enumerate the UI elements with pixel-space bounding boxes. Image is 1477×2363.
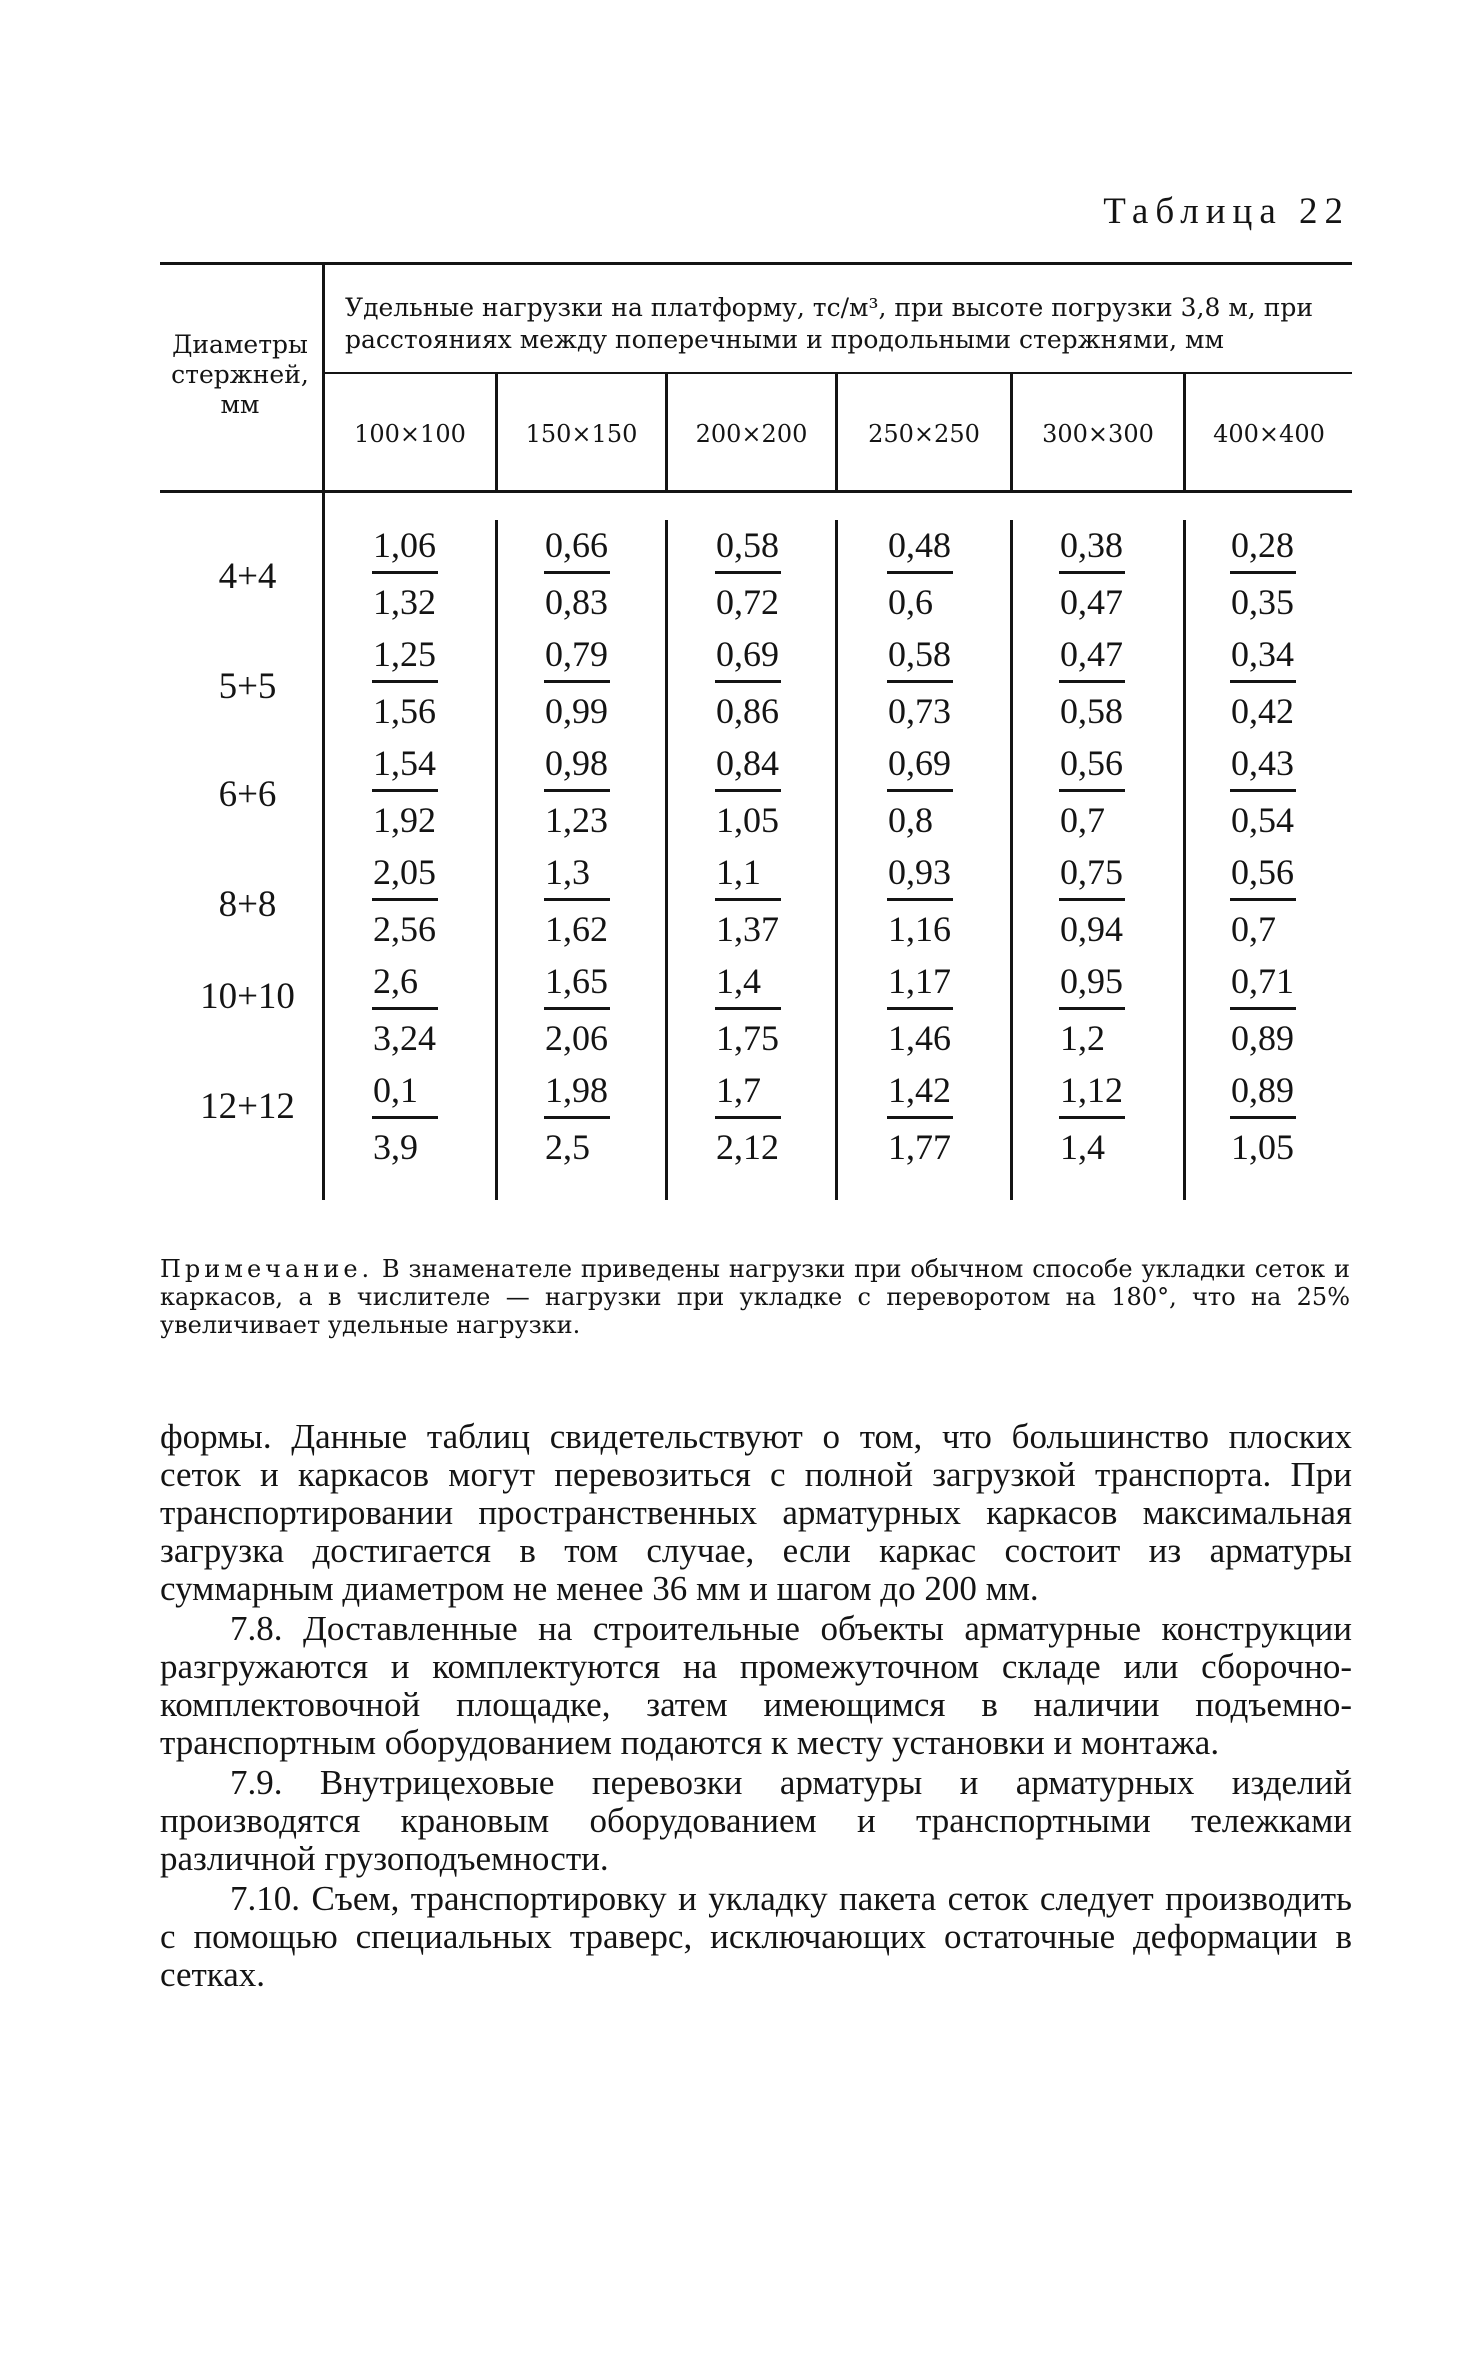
value-cell: [885, 961, 995, 1058]
column-header: 200×200: [695, 420, 808, 448]
numerator: 0,84: [716, 743, 779, 783]
denominator: 0,42: [1231, 691, 1294, 731]
fraction-bar: [544, 898, 610, 901]
diameter-cell: 10+10: [200, 976, 295, 1017]
value-cell: [542, 743, 652, 840]
value-cell: [370, 852, 480, 949]
value-cell: [885, 852, 995, 949]
numerator: 0,47: [1060, 634, 1123, 674]
fraction-bar: [372, 1007, 438, 1010]
header-span-rule: [325, 372, 1352, 374]
diameter-cell: 6+6: [218, 774, 277, 815]
fraction-bar: [1230, 1116, 1296, 1119]
numerator: 0,56: [1060, 743, 1123, 783]
value-cell: [713, 743, 823, 840]
denominator: 1,46: [888, 1018, 951, 1058]
numerator: 0,69: [716, 634, 779, 674]
numerator: 0,34: [1231, 634, 1294, 674]
denominator: 1,2: [1060, 1018, 1105, 1058]
numerator: 1,65: [545, 961, 608, 1001]
numerator: 2,6: [373, 961, 418, 1001]
column-rule: [1183, 520, 1186, 1200]
fraction-bar: [1230, 680, 1296, 683]
numerator: 0,58: [716, 525, 779, 565]
body-text: [160, 1418, 1352, 1996]
numerator: 1,25: [373, 634, 436, 674]
fraction-bar: [1230, 571, 1296, 574]
fraction-bar: [544, 571, 610, 574]
value-cell: [1057, 852, 1167, 949]
fraction-bar: [887, 1116, 953, 1119]
denominator: 1,23: [545, 800, 608, 840]
fraction-bar: [372, 1116, 438, 1119]
fraction-bar: [1230, 898, 1296, 901]
denominator: 0,89: [1231, 1018, 1294, 1058]
numerator: 1,42: [888, 1070, 951, 1110]
denominator: 1,62: [545, 909, 608, 949]
denominator: 1,32: [373, 582, 436, 622]
denominator: 1,16: [888, 909, 951, 949]
numerator: 0,1: [373, 1070, 418, 1110]
fraction-bar: [1059, 680, 1125, 683]
value-cell: [370, 634, 480, 731]
fraction-bar: [1059, 1116, 1125, 1119]
diameter-cell: 4+4: [218, 556, 277, 597]
column-rule: [1010, 520, 1013, 1200]
fraction-bar: [715, 789, 781, 792]
value-cell: [370, 961, 480, 1058]
fraction-bar: [1059, 789, 1125, 792]
fraction-bar: [372, 571, 438, 574]
denominator: 1,37: [716, 909, 779, 949]
diameter-cell: 5+5: [218, 666, 277, 707]
value-cell: [542, 961, 652, 1058]
fraction-bar: [544, 1007, 610, 1010]
fraction-bar: [715, 1116, 781, 1119]
denominator: 0,58: [1060, 691, 1123, 731]
denominator: 1,56: [373, 691, 436, 731]
numerator: 1,06: [373, 525, 436, 565]
numerator: 0,98: [545, 743, 608, 783]
fraction-bar: [1059, 898, 1125, 901]
value-cell: [713, 852, 823, 949]
value-cell: [542, 852, 652, 949]
numerator: 1,17: [888, 961, 951, 1001]
numerator: 0,75: [1060, 852, 1123, 892]
column-header: 250×250: [868, 420, 980, 448]
numerator: 2,05: [373, 852, 436, 892]
numerator: 0,95: [1060, 961, 1123, 1001]
denominator: 0,86: [716, 691, 779, 731]
denominator: 0,73: [888, 691, 951, 731]
fraction-bar: [715, 898, 781, 901]
numerator: 0,38: [1060, 525, 1123, 565]
value-cell: [713, 525, 823, 622]
fraction-bar: [1230, 789, 1296, 792]
column-header: 300×300: [1042, 420, 1154, 448]
denominator: 0,54: [1231, 800, 1294, 840]
value-cell: [370, 743, 480, 840]
numerator: 0,58: [888, 634, 951, 674]
denominator: 0,7: [1231, 909, 1276, 949]
value-cell: [1228, 634, 1338, 731]
denominator: 0,99: [545, 691, 608, 731]
value-cell: [1228, 961, 1338, 1058]
denominator: 0,35: [1231, 582, 1294, 622]
denominator: 1,05: [716, 800, 779, 840]
denominator: 1,75: [716, 1018, 779, 1058]
fraction-bar: [544, 789, 610, 792]
numerator: 0,93: [888, 852, 951, 892]
value-cell: [1228, 852, 1338, 949]
denominator: 0,7: [1060, 800, 1105, 840]
span-header: Удельные нагрузки на платформу, тс/м³, при высоте погрузки 3,8 м, при расстояниях между поперечными и продольными стержнями, мм: [345, 293, 1314, 354]
diameter-cell: 8+8: [218, 884, 277, 925]
denominator: 0,6: [888, 582, 933, 622]
column-rule: [665, 520, 668, 1200]
paragraph: формы. Данные таблиц свидетельствуют о том, что большинство плоских сеток и каркасов могут перевозиться с полной загрузкой транспорта. При транспортировании пространственных арматурных каркасов максимальная загрузка достигается в том случае, если каркас состоит из арматуры суммарным диаметром не менее 36 мм и шагом до 200 мм.: [160, 1417, 1352, 1608]
stub-header: Диаметры стержней, мм: [171, 330, 309, 419]
numerator: 0,48: [888, 525, 951, 565]
value-cell: [1057, 634, 1167, 731]
value-cell: [885, 634, 995, 731]
value-cell: [713, 961, 823, 1058]
numerator: 0,66: [545, 525, 608, 565]
numerator: 1,12: [1060, 1070, 1123, 1110]
numerator: 1,98: [545, 1070, 608, 1110]
denominator: 1,77: [888, 1127, 951, 1167]
paragraph: 7.9. Внутрицеховые перевозки арматуры и арматурных изделий производятся крановым оборудованием и транспортными тележками различной грузоподъемности.: [160, 1763, 1352, 1878]
fraction-bar: [1059, 1007, 1125, 1010]
fraction-bar: [372, 898, 438, 901]
value-cell: [542, 525, 652, 622]
value-cell: [1228, 525, 1338, 622]
numerator: 0,56: [1231, 852, 1294, 892]
paragraph: 7.10. Съем, транспортировку и укладку пакета сеток следует производить с помощью специальных траверс, исключающих остаточные деформации в сетках.: [160, 1879, 1352, 1994]
fraction-bar: [715, 571, 781, 574]
fraction-bar: [372, 789, 438, 792]
numerator: 0,89: [1231, 1070, 1294, 1110]
numerator: 1,7: [716, 1070, 761, 1110]
denominator: 2,12: [716, 1127, 779, 1167]
fraction-bar: [887, 898, 953, 901]
numerator: 1,54: [373, 743, 436, 783]
value-cell: [1057, 525, 1167, 622]
value-cell: [370, 525, 480, 622]
value-cell: [1228, 1070, 1338, 1167]
denominator: 2,56: [373, 909, 436, 949]
fraction-bar: [544, 1116, 610, 1119]
numerator: 1,1: [716, 852, 761, 892]
fraction-bar: [715, 680, 781, 683]
denominator: 1,05: [1231, 1127, 1294, 1167]
fraction-bar: [372, 680, 438, 683]
fraction-bar: [887, 571, 953, 574]
column-header: 150×150: [525, 420, 638, 448]
header-bottom-rule: [160, 490, 1352, 493]
numerator: 0,43: [1231, 743, 1294, 783]
value-cell: [713, 1070, 823, 1167]
value-cell: [542, 1070, 652, 1167]
denominator: 0,72: [716, 582, 779, 622]
note-text: В знаменателе приведены нагрузки при обычном способе укладки сеток и каркасов, а в числителе — нагрузки при укладке с переворотом на 180°, что на 25% увеличивает удельные нагрузки.: [160, 1255, 1350, 1339]
fraction-bar: [887, 1007, 953, 1010]
table-top-rule: [160, 262, 1352, 265]
numerator: 0,28: [1231, 525, 1294, 565]
fraction-bar: [715, 1007, 781, 1010]
column-header: 400×400: [1213, 420, 1325, 448]
value-cell: [885, 1070, 995, 1167]
numerator: 0,71: [1231, 961, 1294, 1001]
denominator: 0,8: [888, 800, 933, 840]
value-cell: [1228, 743, 1338, 840]
fraction-bar: [887, 680, 953, 683]
denominator: 3,24: [373, 1018, 436, 1058]
note-label: Примечание.: [160, 1255, 374, 1283]
numerator: 0,69: [888, 743, 951, 783]
column-rule: [495, 520, 498, 1200]
value-cell: [1057, 743, 1167, 840]
diameter-cell: 12+12: [200, 1086, 295, 1127]
denominator: 0,94: [1060, 909, 1123, 949]
paragraph: 7.8. Доставленные на строительные объекты арматурные конструкции разгружаются и комплектуются на промежуточном складе или сборочно-комплектовочной площадке, затем имеющимся в наличии подъемно-транспортным оборудованием подаются к месту установки и монтажа.: [160, 1609, 1352, 1762]
table-caption: Таблица 22: [1103, 191, 1350, 232]
value-cell: [542, 634, 652, 731]
numerator: 1,4: [716, 961, 761, 1001]
fraction-bar: [887, 789, 953, 792]
denominator: 3,9: [373, 1127, 418, 1167]
value-cell: [1057, 1070, 1167, 1167]
value-cell: [713, 634, 823, 731]
numerator: 0,79: [545, 634, 608, 674]
value-cell: [885, 525, 995, 622]
denominator: 1,92: [373, 800, 436, 840]
fraction-bar: [1230, 1007, 1296, 1010]
column-header: 100×100: [354, 420, 466, 448]
denominator: 1,4: [1060, 1127, 1105, 1167]
denominator: 2,06: [545, 1018, 608, 1058]
value-cell: [885, 743, 995, 840]
denominator: 2,5: [545, 1127, 590, 1167]
denominator: 0,83: [545, 582, 608, 622]
column-rule: [835, 520, 838, 1200]
value-cell: [1057, 961, 1167, 1058]
value-cell: [370, 1070, 480, 1167]
fraction-bar: [544, 680, 610, 683]
stub-column-rule: [322, 262, 325, 1200]
table-note: [160, 1255, 1350, 1339]
numerator: 1,3: [545, 852, 590, 892]
denominator: 0,47: [1060, 582, 1123, 622]
fraction-bar: [1059, 571, 1125, 574]
